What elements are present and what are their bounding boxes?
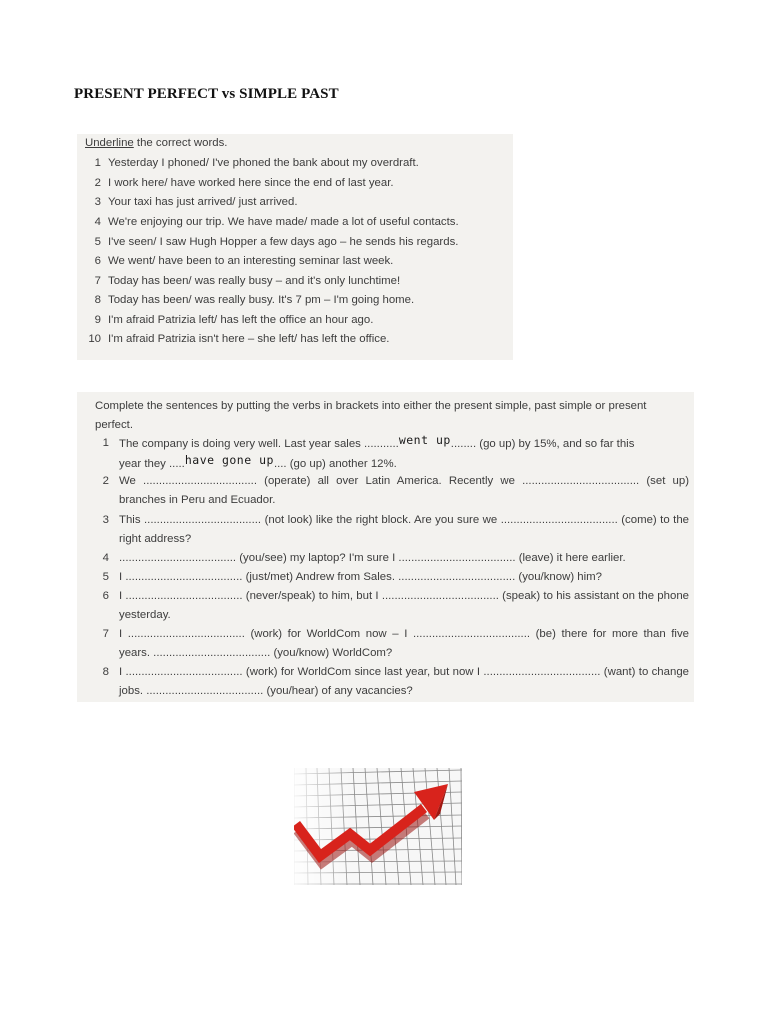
exercise-2-scan bbox=[77, 392, 694, 702]
exercise-2-item bbox=[77, 472, 689, 510]
exercise-1-item bbox=[77, 252, 393, 271]
exercise-1-item bbox=[77, 174, 394, 193]
item-text: We .................................... (operate) all over Latin America. Recently we ..................................... (set up) branches in Peru and Ecuador. bbox=[119, 475, 689, 506]
item-text-part: year they ..... bbox=[119, 458, 185, 470]
item-number: 6 bbox=[102, 590, 109, 602]
rising-arrow-graphic bbox=[294, 768, 462, 885]
item-text: We're enjoying our trip. We have made/ made a lot of useful contacts. bbox=[108, 216, 459, 228]
exercise-1-scan bbox=[77, 134, 513, 360]
instruction-underlined-word: Underline bbox=[85, 137, 134, 149]
item-number: 6 bbox=[94, 255, 101, 267]
item-number: 2 bbox=[102, 475, 109, 487]
item-number: 5 bbox=[94, 236, 101, 248]
item-text: Yesterday I phoned/ I've phoned the bank about my overdraft. bbox=[108, 157, 419, 169]
item-text: I work here/ have worked here since the end of last year. bbox=[108, 177, 394, 189]
item-text-part: .... (go up) another 12%. bbox=[273, 458, 397, 470]
item-number: 5 bbox=[102, 571, 109, 583]
exercise-1-item bbox=[77, 193, 298, 212]
exercise-2-item bbox=[77, 434, 689, 472]
item-text: ..................................... (you/see) my laptop? I'm sure I ..................................... (leave) it here earlier. bbox=[119, 552, 626, 564]
exercise-1-item bbox=[77, 213, 459, 232]
exercise-2-item bbox=[77, 663, 689, 701]
exercise-1-item bbox=[77, 154, 419, 173]
item-number: 1 bbox=[102, 437, 109, 449]
item-number: 4 bbox=[94, 216, 101, 228]
item-text: I ..................................... (never/speak) to him, but I ..................................... (speak) to his assistant on the phone yesterday. bbox=[119, 590, 689, 621]
item-number: 8 bbox=[94, 294, 101, 306]
item-number: 3 bbox=[94, 196, 101, 208]
item-number: 7 bbox=[94, 275, 101, 287]
item-text: I ..................................... (work) for WorldCom since last year, but now I ..................................... (want) to change jobs. ..................................... (you/hear) of any vacancies? bbox=[119, 666, 689, 697]
item-text bbox=[119, 434, 689, 474]
exercise-2-item bbox=[77, 568, 689, 587]
exercise-1-item bbox=[77, 291, 414, 310]
item-text: I've seen/ I saw Hugh Hopper a few days ago – he sends his regards. bbox=[108, 236, 459, 248]
item-number: 8 bbox=[102, 666, 109, 678]
item-number: 4 bbox=[102, 552, 109, 564]
item-text: I'm afraid Patrizia left/ has left the office an hour ago. bbox=[108, 314, 374, 326]
item-text: This ..................................... (not look) like the right block. Are you sure we ..................................... (come) to the right address? bbox=[119, 514, 689, 545]
item-number: 9 bbox=[94, 314, 101, 326]
exercise-2-item bbox=[77, 549, 689, 568]
item-text-part: The company is doing very well. Last year sales ........... bbox=[119, 438, 399, 450]
exercise-1-item bbox=[77, 272, 400, 291]
instruction-rest: the correct words. bbox=[133, 137, 228, 149]
item-number: 7 bbox=[102, 628, 109, 640]
item-number: 3 bbox=[102, 514, 109, 526]
item-text: I'm afraid Patrizia isn't here – she left/ has left the office. bbox=[108, 333, 390, 345]
exercise-1-item bbox=[77, 311, 373, 330]
item-text: Your taxi has just arrived/ just arrived. bbox=[108, 196, 298, 208]
exercise-1-instruction bbox=[85, 137, 227, 149]
item-text: I ..................................... (work) for WorldCom now – I ..................................... (be) there for more than five years. ..................................... (you/know) WorldCom? bbox=[119, 628, 689, 659]
item-text: Today has been/ was really busy – and it's only lunchtime! bbox=[108, 275, 401, 287]
handwritten-answer-1: went up bbox=[398, 433, 451, 447]
item-number: 10 bbox=[88, 333, 101, 345]
exercise-1-item bbox=[77, 233, 458, 252]
exercise-2-item bbox=[77, 625, 689, 663]
page-title: PRESENT PERFECT vs SIMPLE PAST bbox=[74, 86, 339, 102]
item-text-part: ........ (go up) by 15%, and so far this bbox=[450, 438, 635, 450]
exercise-2-instruction: Complete the sentences by putting the verbs in brackets into either the present simple, past simple or present perfect. bbox=[95, 400, 647, 431]
handwritten-answer-2: have gone up bbox=[184, 453, 274, 467]
exercise-1-item bbox=[77, 330, 389, 349]
exercise-2-item bbox=[77, 587, 689, 625]
item-text: I ..................................... (just/met) Andrew from Sales. ..................................... (you/know) him? bbox=[119, 571, 602, 583]
item-text: We went/ have been to an interesting seminar last week. bbox=[108, 255, 394, 267]
item-number: 2 bbox=[94, 177, 101, 189]
item-number: 1 bbox=[94, 157, 101, 169]
exercise-2-item bbox=[77, 511, 689, 549]
rising-arrow-on-grid-icon bbox=[294, 768, 462, 885]
item-text: Today has been/ was really busy. It's 7 pm – I'm going home. bbox=[108, 294, 415, 306]
